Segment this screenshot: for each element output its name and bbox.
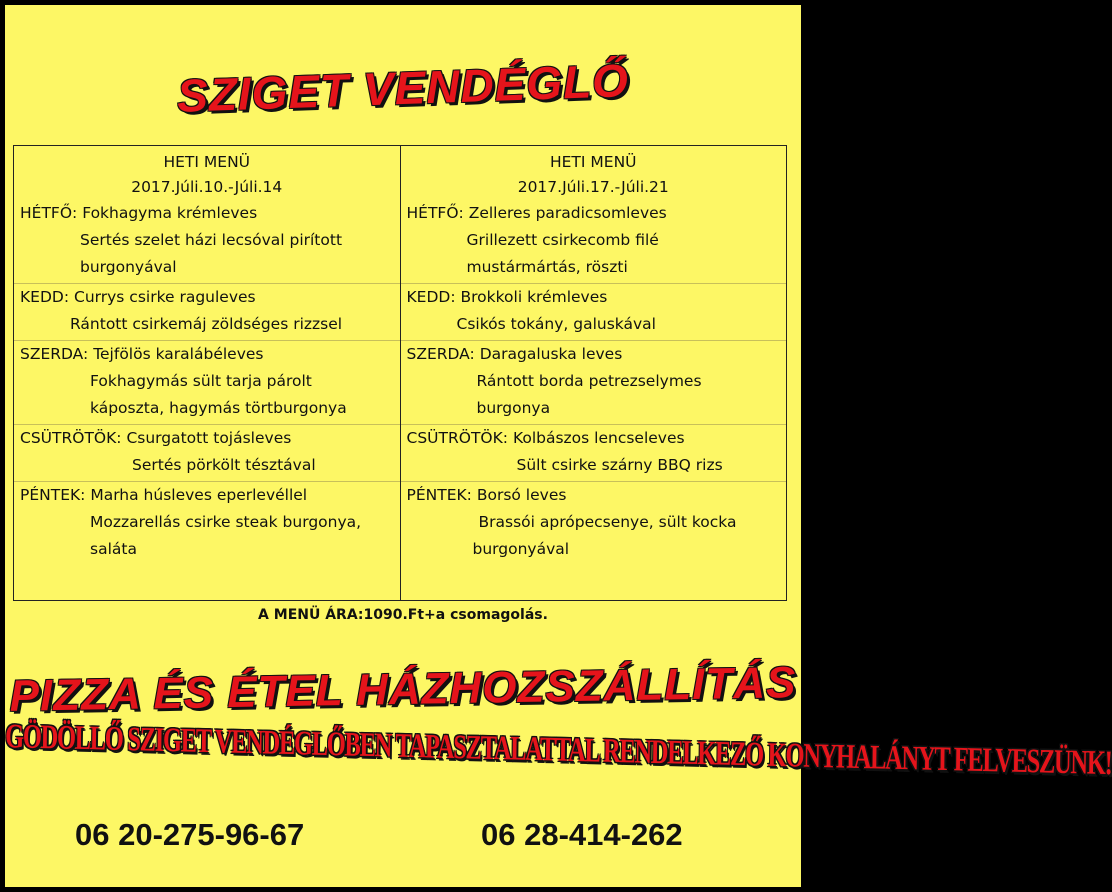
- soup-item: Borsó leves: [476, 486, 567, 504]
- soup-item: Csurgatott tojásleves: [126, 429, 292, 447]
- week-heading: HETI MENÜ: [163, 153, 251, 171]
- soup-item: Kolbászos lencseleves: [512, 429, 685, 447]
- day-entry-friday: [20, 482, 394, 563]
- delivery-banner: PIZZA ÉS ÉTEL HÁZHOZSZÁLLÍTÁS: [9, 658, 797, 721]
- day-label: CSÜTRÖTÖK:: [20, 429, 122, 447]
- day-label: HÉTFŐ:: [406, 204, 464, 222]
- day-entry-wednesday: [407, 341, 781, 422]
- main-dish-line: Sertés pörkölt tésztával: [132, 456, 316, 474]
- main-dish-line: Grillezett csirkecomb filé: [466, 231, 659, 249]
- day-entry-thursday: [20, 425, 394, 479]
- main-dish-line: burgonya: [476, 399, 551, 417]
- day-label: KEDD:: [406, 288, 456, 306]
- phone-number-mobile[interactable]: 06 20-275-96-67: [75, 817, 305, 852]
- day-label: PÉNTEK:: [406, 486, 472, 504]
- main-dish-line: Mozzarellás csirke steak burgonya,: [90, 513, 362, 531]
- day-entry-monday: [407, 200, 781, 281]
- soup-item: Fokhagyma krémleves: [82, 204, 258, 222]
- main-dish-line: Sertés szelet házi lecsóval pirított: [80, 231, 343, 249]
- soup-item: Marha húsleves eperlevéllel: [90, 486, 308, 504]
- week-column-2: [400, 146, 787, 600]
- day-label: SZERDA:: [406, 345, 475, 363]
- main-dish-line: Fokhagymás sült tarja párolt: [90, 372, 312, 390]
- day-entry-tuesday: [407, 284, 781, 338]
- main-dish-line: saláta: [90, 540, 137, 558]
- main-dish-line: Brassói aprópecsenye, sült kocka: [478, 513, 737, 531]
- soup-item: Daragaluska leves: [479, 345, 623, 363]
- day-label: PÉNTEK:: [20, 486, 86, 504]
- main-dish-line: Rántott borda petrezselymes: [476, 372, 702, 390]
- day-label: SZERDA:: [20, 345, 89, 363]
- hiring-notice: GÖDÖLLŐ SZIGET VENDÉGLŐBEN TAPASZTALATTAL RENDELKEZŐ KONYHALÁNYT FELVESZÜNK!: [4, 717, 1112, 783]
- soup-item: Zelleres paradicsomleves: [468, 204, 667, 222]
- week-column-1: [14, 146, 400, 600]
- day-entry-friday: [407, 482, 781, 563]
- day-label: KEDD:: [20, 288, 70, 306]
- day-label: HÉTFŐ:: [20, 204, 78, 222]
- day-entry-thursday: [407, 425, 781, 479]
- restaurant-title: SZIGET VENDÉGLŐ: [176, 54, 630, 122]
- main-dish-line: burgonyával: [80, 258, 177, 276]
- weekly-menu-table: [13, 145, 787, 601]
- menu-price: A MENÜ ÁRA:1090.Ft+a csomagolás.: [258, 607, 548, 623]
- main-dish-line: Csikós tokány, galuskával: [456, 315, 656, 333]
- day-entry-tuesday: [20, 284, 394, 338]
- soup-item: Tejfölös karalábéleves: [93, 345, 264, 363]
- menu-poster: [4, 5, 1112, 887]
- main-dish-line: burgonyával: [472, 540, 570, 558]
- main-dish-line: Sült csirke szárny BBQ rizs: [516, 456, 723, 474]
- day-entry-wednesday: [20, 341, 394, 422]
- day-label: CSÜTRÖTÖK:: [406, 429, 508, 447]
- phone-number-landline[interactable]: 06 28-414-262: [481, 817, 683, 852]
- main-dish-line: káposzta, hagymás törtburgonya: [90, 399, 347, 417]
- main-dish-line: Rántott csirkemáj zöldséges rizzsel: [70, 315, 343, 333]
- week-dates: 2017.Júli.17.-Júli.21: [517, 178, 669, 196]
- week-dates: 2017.Júli.10.-Júli.14: [131, 178, 283, 196]
- soup-item: Currys csirke raguleves: [74, 288, 256, 306]
- day-entry-monday: [20, 200, 394, 281]
- week-heading: HETI MENÜ: [549, 153, 637, 171]
- soup-item: Brokkoli krémleves: [460, 288, 608, 306]
- main-dish-line: mustármártás, röszti: [466, 258, 628, 276]
